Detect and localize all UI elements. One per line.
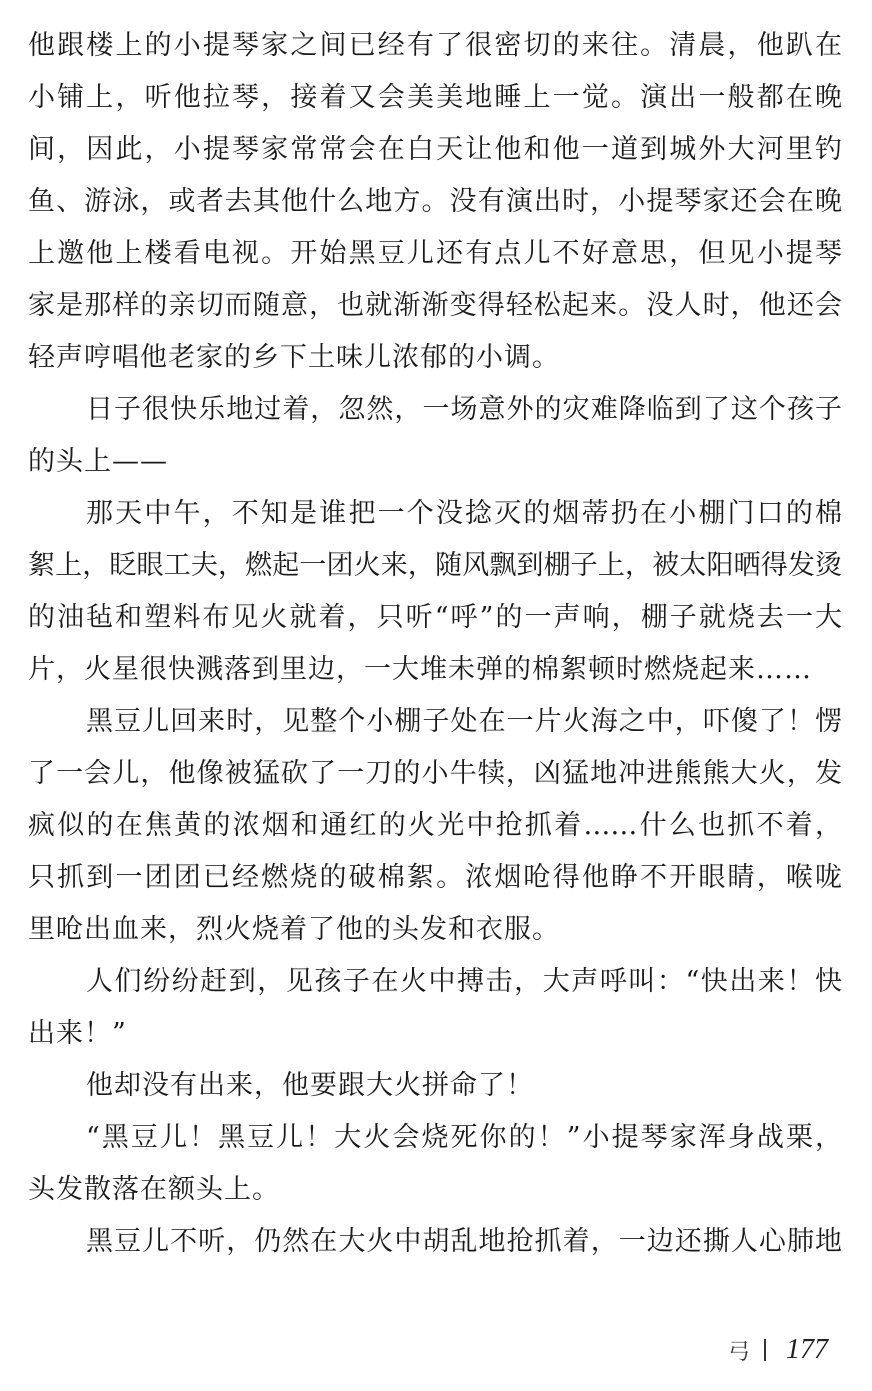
text-line: 鱼、游泳，或者去其他什么地方。没有演出时，小提琴家还会在晚	[28, 186, 842, 217]
page-footer	[728, 1330, 828, 1370]
section-title: 弓	[728, 1339, 751, 1365]
text-line: 了一会儿，他像被猛砍了一刀的小牛犊，凶猛地冲进熊熊大火，发	[28, 758, 842, 789]
text-line: 间，因此，小提琴家常常会在白天让他和他一道到城外大河里钓	[28, 134, 842, 165]
text-line: 黑豆儿回来时，见整个小棚子处在一片火海之中，吓傻了！愣	[86, 706, 842, 737]
text-line: 日子很快乐地过着，忽然，一场意外的灾难降临到了这个孩子	[86, 394, 842, 425]
text-line: 黑豆儿不听，仍然在大火中胡乱地抢抓着，一边还撕人心肺地	[86, 1226, 842, 1257]
footer-divider	[764, 1339, 766, 1361]
text-line: 人们纷纷赶到，见孩子在火中搏击，大声呼叫：“快出来！快	[86, 966, 842, 997]
text-line: 片，火星很快溅落到里边，一大堆未弹的棉絮顿时燃烧起来……	[28, 654, 812, 685]
page-number: 177	[786, 1334, 828, 1365]
text-line: 那天中午，不知是谁把一个没捻灭的烟蒂扔在小棚门口的棉	[86, 498, 842, 529]
text-line: 的头上——	[28, 446, 168, 477]
text-line: 他跟楼上的小提琴家之间已经有了很密切的来往。清晨，他趴在	[28, 30, 842, 61]
text-line: 小铺上，听他拉琴，接着又会美美地睡上一觉。演出一般都在晚	[28, 82, 842, 113]
text-line: 上邀他上楼看电视。开始黑豆儿还有点儿不好意思，但见小提琴	[28, 238, 842, 269]
text-line: 里呛出血来，烈火烧着了他的头发和衣服。	[28, 914, 560, 945]
text-line: 只抓到一团团已经燃烧的破棉絮。浓烟呛得他睁不开眼睛，喉咙	[28, 862, 842, 893]
text-line: “黑豆儿！黑豆儿！大火会烧死你的！”小提琴家浑身战栗，	[86, 1122, 842, 1153]
text-line: 头发散落在额头上。	[28, 1174, 280, 1205]
text-line: 出来！”	[28, 1018, 127, 1049]
text-line: 的油毡和塑料布见火就着，只听“呼”的一声响，棚子就烧去一大	[28, 602, 842, 633]
text-line: 轻声哼唱他老家的乡下土味儿浓郁的小调。	[28, 342, 560, 373]
text-line: 絮上，眨眼工夫，燃起一团火来，随风飘到棚子上，被太阳晒得发烫	[28, 550, 842, 581]
text-line: 家是那样的亲切而随意，也就渐渐变得轻松起来。没人时，他还会	[28, 290, 842, 321]
text-line: 他却没有出来，他要跟大火拼命了！	[86, 1070, 534, 1101]
page-body-text	[0, 20, 872, 1268]
text-line: 疯似的在焦黄的浓烟和通红的火光中抢抓着……什么也抓不着，	[28, 810, 842, 841]
